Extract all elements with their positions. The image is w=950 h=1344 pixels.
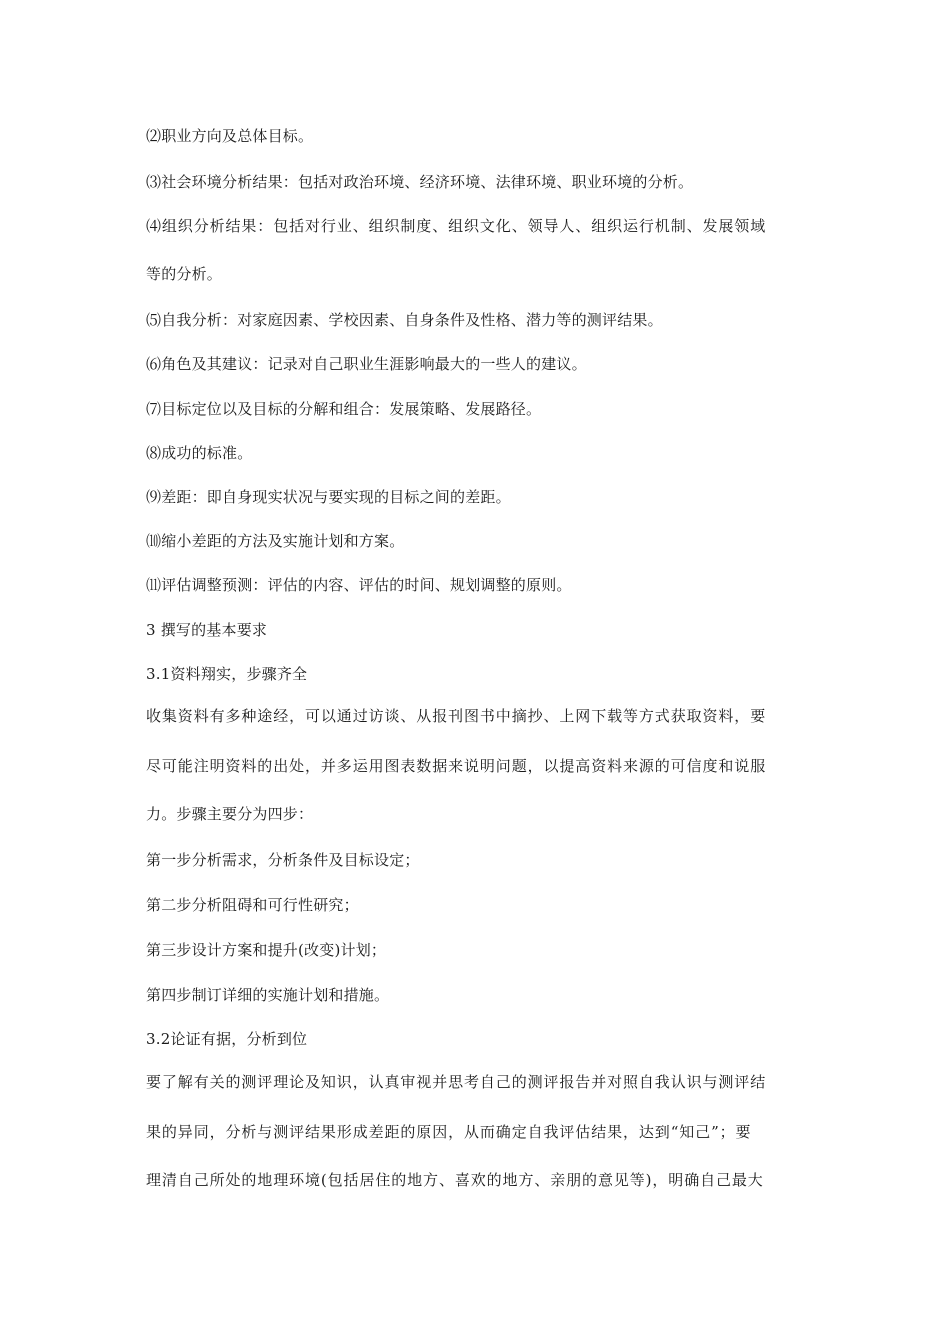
list-item-4-continued: 等的分析。 bbox=[146, 265, 223, 283]
step-item-3: 第三步设计方案和提升(改变)计划； bbox=[146, 941, 387, 959]
list-item-3: ⑶社会环境分析结果：包括对政治环境、经济环境、法律环境、职业环境的分析。 bbox=[146, 173, 694, 191]
subsection-heading-3-2: 3.2论证有据，分析到位 bbox=[146, 1030, 308, 1048]
step-item-1: 第一步分析需求，分析条件及目标设定； bbox=[146, 851, 420, 869]
paragraph-line: 收集资料有多种途经，可以通过访谈、从报刊图书中摘抄、上网下载等方式获取资料，要 bbox=[146, 707, 767, 725]
list-item-9: ⑼差距：即自身现实状况与要实现的目标之间的差距。 bbox=[146, 488, 511, 506]
paragraph-line: 理清自己所处的地理环境(包括居住的地方、喜欢的地方、亲朋的意见等)，明确自己最大 bbox=[146, 1171, 764, 1189]
list-item-5: ⑸自我分析：对家庭因素、学校因素、自身条件及性格、潜力等的测评结果。 bbox=[146, 311, 663, 329]
step-item-4: 第四步制订详细的实施计划和措施。 bbox=[146, 986, 390, 1004]
list-item-10: ⑽缩小差距的方法及实施计划和方案。 bbox=[146, 532, 405, 550]
paragraph-line: 力。步骤主要分为四步： bbox=[146, 805, 314, 823]
section-heading-3: 3 撰写的基本要求 bbox=[146, 621, 268, 639]
list-item-7: ⑺目标定位以及目标的分解和组合：发展策略、发展路径。 bbox=[146, 400, 542, 418]
list-item-11: ⑾评估调整预测：评估的内容、评估的时间、规划调整的原则。 bbox=[146, 576, 572, 594]
list-item-6: ⑹角色及其建议：记录对自己职业生涯影响最大的一些人的建议。 bbox=[146, 355, 587, 373]
subsection-heading-3-1: 3.1资料翔实，步骤齐全 bbox=[146, 665, 308, 683]
paragraph-line: 尽可能注明资料的出处，并多运用图表数据来说明问题，以提高资料来源的可信度和说服 bbox=[146, 757, 767, 775]
paragraph-line: 要了解有关的测评理论及知识，认真审视并思考自己的测评报告并对照自我认识与测评结 bbox=[146, 1073, 767, 1091]
step-item-2: 第二步分析阻碍和可行性研究； bbox=[146, 896, 359, 914]
paragraph-line: 果的异同，分析与测评结果形成差距的原因，从而确定自我评估结果，达到“知己”；要 bbox=[146, 1123, 752, 1141]
list-item-4: ⑷组织分析结果：包括对行业、组织制度、组织文化、领导人、组织运行机制、发展领域 bbox=[146, 217, 767, 235]
list-item-2: ⑵职业方向及总体目标。 bbox=[146, 127, 314, 145]
list-item-8: ⑻成功的标准。 bbox=[146, 444, 253, 462]
